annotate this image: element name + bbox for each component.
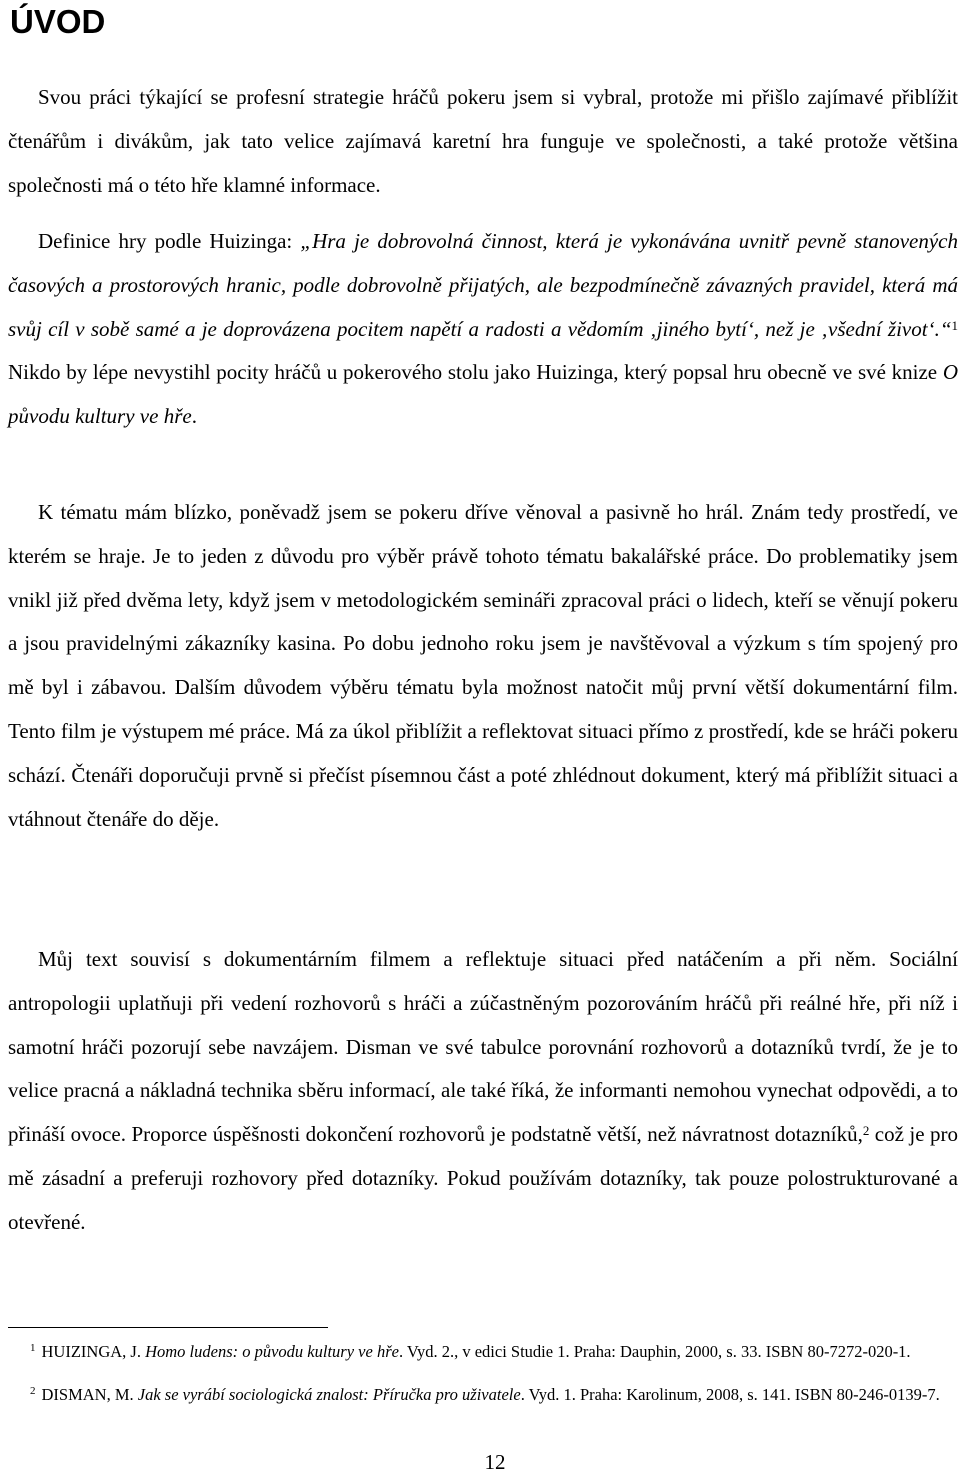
- section-heading: ÚVOD: [10, 3, 106, 40]
- footnote-2-title: Jak se vyrábí sociologická znalost: Příručka pro uživatele: [137, 1385, 521, 1404]
- book-title: O původu kultury ve hře: [8, 360, 958, 429]
- definition-end: .: [191, 404, 197, 429]
- definition-lead: Definice hry podle Huizinga:: [38, 229, 301, 253]
- footnote-1-details: . Vyd. 2., v edici Studie 1. Praha: Dauphin, 2000, s. 33. ISBN 80-7272-020-1.: [398, 1342, 911, 1361]
- huizinga-quote: „Hra je dobrovolná činnost, která je vykonávána uvnitř pevně stanovených časových a prostorových hranic, podle dobrovolně přijatých, ale bezpodmínečně závazných pravidel, která má svůj cíl v sobě samé a je doprovázena pocitem napětí a radosti a vědomím ‚jiného bytí‘, než je ‚všední život‘.“: [8, 229, 959, 341]
- footnote-divider: [8, 1327, 328, 1328]
- method-text-a: Můj text souvisí s dokumentárním filmem a reflektuje situaci před natáčením a při něm. Sociální antropologii uplatňuji při vedení rozhovorů s hráči a zúčastněným pozorováním hráčů při reálné hře, při níž i samotní hráči pozorují sebe navzájem. Disman ve své tabulce porovnání rozhovorů a dotazníků tvrdí, že je to velice pracná a nákladná technika sběru informací, ale také říká, že informanti nemohou vynechat odpovědi, a to přináší ovoce. Proporce úspěšnosti dokončení rozhovorů je podstatně větší, než návratnost dotazníků,: [8, 947, 958, 1147]
- footnote-1-title: Homo ludens: o původu kultury ve hře: [145, 1342, 399, 1361]
- footnote-ref-1: 1: [951, 317, 958, 333]
- footnote-ref-2: 2: [862, 1123, 870, 1139]
- intro-paragraph: Svou práci týkající se profesní strategie hráčů pokeru jsem si vybral, protože mi přišlo zajímavé přiblížit čtenářům i divákům, jak tato velice zajímavá karetní hra funguje ve společnosti, a také protože většina společnosti má o této hře klamné informace.: [8, 85, 958, 197]
- method-text-b: což je pro mě zásadní a preferuji rozhovory před dotazníky. Pokud používám dotazníky, tak pouze polostrukturované a otevřené.: [8, 1122, 959, 1234]
- footnote-2: [8, 1384, 958, 1405]
- page-number: 12: [484, 1450, 506, 1474]
- footnote-2-number: 2: [30, 1385, 36, 1397]
- footnote-1: [8, 1341, 958, 1362]
- definition-rest: Nikdo by lépe nevystihl pocity hráčů u pokerového stolu jako Huizinga, který popsal hru obecně ve své knize: [8, 360, 943, 385]
- definition-paragraph: [8, 220, 958, 439]
- footnote-1-number: 1: [30, 1342, 36, 1354]
- footnote-2-author: DISMAN, M.: [41, 1385, 138, 1404]
- footnote-1-author: HUIZINGA, J.: [41, 1342, 146, 1361]
- method-paragraph: [8, 938, 958, 1245]
- footnote-2-details: . Vyd. 1. Praha: Karolinum, 2008, s. 141. ISBN 80-246-0139-7.: [520, 1385, 940, 1404]
- motivation-paragraph: K tématu mám blízko, poněvadž jsem se pokeru dříve věnoval a pasivně ho hrál. Znám tedy prostředí, ve kterém se hraje. Je to jeden z důvodu pro výběr právě tohoto tématu bakalářské práce. Do problematiky jsem vnikl již před dvěma lety, když jsem v metodologickém semináři zpracoval práci o lidech, kteří se věnují pokeru a jsou pravidelnými zákazníky kasina. Po dobu jednoho roku jsem je navštěvoval a výzkum s tím spojený pro mě byl i zábavou. Dalším důvodem výběru tématu byla možnost natočit můj první větší dokumentární film. Tento film je výstupem mé práce. Má za úkol přiblížit a reflektovat situaci přímo z prostředí, kde se hráči pokeru schází. Čtenáři doporučuji prvně si přečíst písemnou část a poté zhlédnout dokument, který má přiblížit situaci a vtáhnout čtenáře do děje.: [8, 500, 958, 831]
